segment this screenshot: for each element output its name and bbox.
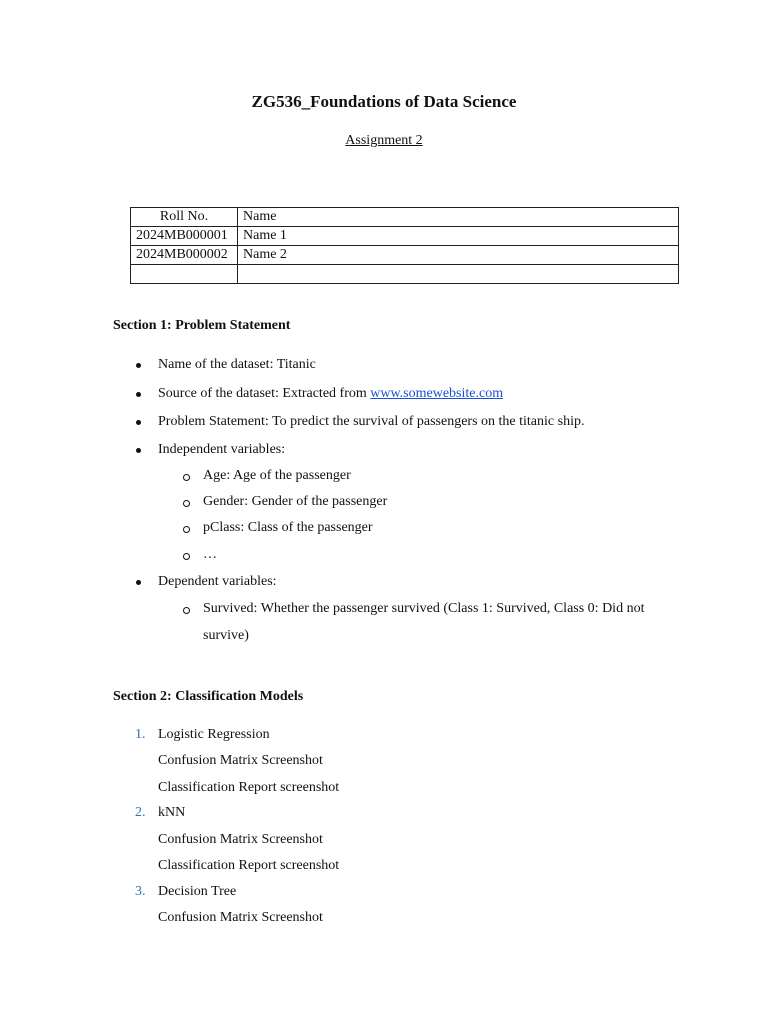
- bullet-icon: [136, 363, 141, 368]
- independent-item: Age: Age of the passenger: [203, 468, 351, 483]
- list-number: 2.: [135, 805, 146, 820]
- source-link[interactable]: www.somewebsite.com: [370, 386, 504, 401]
- dataset-source: [158, 386, 503, 402]
- document-subtitle: Assignment 2: [345, 133, 423, 148]
- model-line: Confusion Matrix Screenshot: [158, 753, 323, 768]
- table-cell-name: [238, 265, 679, 284]
- independent-item: pClass: Class of the passenger: [203, 520, 373, 535]
- model-line: Confusion Matrix Screenshot: [158, 910, 323, 925]
- table-row: [131, 227, 679, 246]
- independent-item: …: [203, 547, 217, 562]
- source-prefix: Source of the dataset: Extracted from: [158, 386, 371, 401]
- table-row: [131, 265, 679, 284]
- sub-bullet-icon: [183, 607, 190, 614]
- table-cell-roll: 2024MB000002: [131, 246, 238, 265]
- table-cell-name: Name 2: [238, 246, 679, 265]
- dataset-name: Name of the dataset: Titanic: [158, 357, 316, 372]
- table-cell-name: Name 1: [238, 227, 679, 246]
- list-number: 3.: [135, 884, 146, 899]
- sub-bullet-icon: [183, 526, 190, 533]
- problem-statement: Problem Statement: To predict the survival of passengers on the titanic ship.: [158, 414, 585, 429]
- bullet-icon: [136, 448, 141, 453]
- table-header-row: [131, 208, 679, 227]
- model-line: Confusion Matrix Screenshot: [158, 832, 323, 847]
- independent-label: Independent variables:: [158, 442, 286, 457]
- bullet-icon: [136, 392, 141, 397]
- model-line: Classification Report screenshot: [158, 858, 340, 873]
- table-header-roll: Roll No.: [131, 208, 238, 227]
- table-cell-roll: [131, 265, 238, 284]
- independent-item: Gender: Gender of the passenger: [203, 494, 388, 509]
- bullet-icon: [136, 420, 141, 425]
- table-cell-roll: 2024MB000001: [131, 227, 238, 246]
- sub-bullet-icon: [183, 553, 190, 560]
- bullet-icon: [136, 580, 141, 585]
- section2-heading: Section 2: Classification Models: [113, 689, 304, 704]
- dependent-item: Survived: Whether the passenger survived (Class 1: Survived, Class 0: Did not: [203, 601, 645, 616]
- list-number: 1.: [135, 727, 146, 742]
- sub-bullet-icon: [183, 500, 190, 507]
- model-name: Decision Tree: [158, 884, 237, 899]
- document-title: ZG536_Foundations of Data Science: [251, 92, 517, 111]
- model-line: Classification Report screenshot: [158, 780, 340, 795]
- dependent-label: Dependent variables:: [158, 574, 277, 589]
- roll-table: [130, 207, 679, 284]
- dependent-item-continued: survive): [203, 628, 249, 643]
- model-name: Logistic Regression: [158, 727, 270, 742]
- model-name: kNN: [158, 805, 186, 820]
- sub-bullet-icon: [183, 474, 190, 481]
- table-header-name: Name: [238, 208, 679, 227]
- section1-heading: Section 1: Problem Statement: [113, 318, 291, 333]
- table-row: [131, 246, 679, 265]
